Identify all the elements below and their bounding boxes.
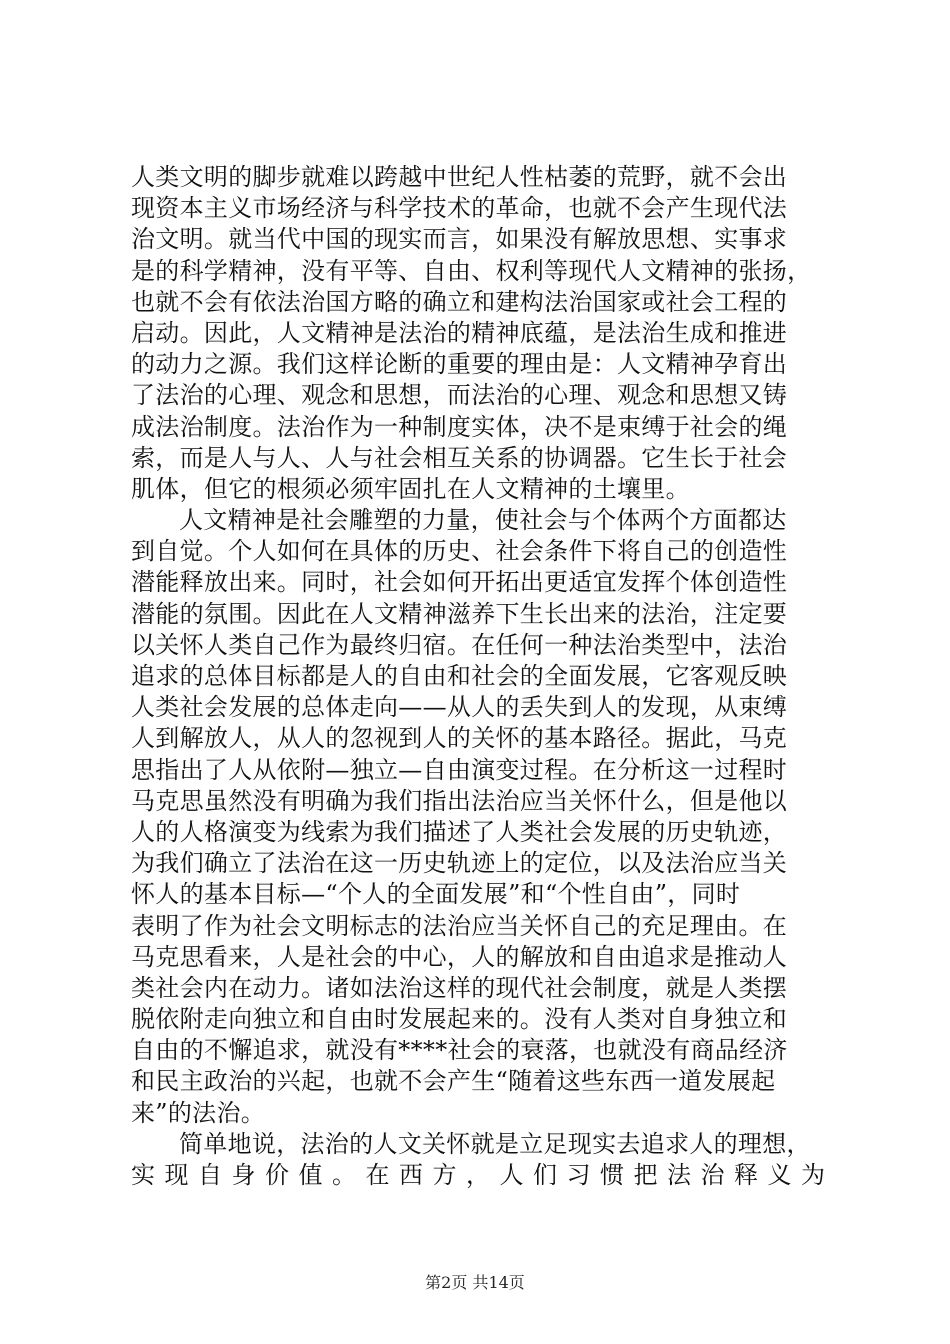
paragraph-start-line: 简单地说，法治的人文关怀就是立足现实去追求人的理想， — [179, 1129, 811, 1158]
text-line: 肌体，但它的根须必须牢固扎在人文精神的土壤里。 — [131, 474, 690, 503]
text-line: 了法治的心理、观念和思想，而法治的心理、观念和思想又铸 — [131, 381, 788, 410]
text-line: 为我们确立了法治在这一历史轨迹上的定位，以及法治应当关 — [131, 849, 788, 878]
text-line: 来”的法治。 — [131, 1098, 266, 1127]
text-line: 成法治制度。法治作为一种制度实体，决不是束缚于社会的绳 — [131, 412, 788, 441]
text-line: 实现自身价值。在西方，人们习惯把法治释义为 — [131, 1161, 835, 1189]
text-line: 人到解放人，从人的忽视到人的关怀的基本路径。据此，马克 — [131, 724, 788, 753]
text-line: 表明了作为社会文明标志的法治应当关怀自己的充足理由。在 — [131, 911, 788, 940]
text-line: 追求的总体目标都是人的自由和社会的全面发展，它客观反映 — [131, 662, 788, 690]
text-line: 人的人格演变为线索为我们描述了人类社会发展的历史轨迹， — [131, 817, 788, 846]
text-line: 治文明。就当代中国的现实而言，如果没有解放思想、实事求 — [131, 225, 788, 254]
text-line: 怀人的基本目标—“个人的全面发展”和“个性自由”，同时 — [131, 880, 741, 909]
text-line: 的动力之源。我们这样论断的重要的理由是：人文精神孕育出 — [131, 350, 788, 379]
text-line: 是的科学精神，没有平等、自由、权利等现代人文精神的张扬， — [131, 256, 812, 285]
text-line: 到自觉。个人如何在具体的历史、社会条件下将自己的创造性 — [131, 537, 788, 566]
text-line: 潜能释放出来。同时，社会如何开拓出更适宜发挥个体创造性 — [131, 568, 788, 597]
text-line: 脱依附走向独立和自由时发展起来的。没有人类对自身独立和 — [131, 1005, 788, 1034]
text-line: 和民主政治的兴起，也就不会产生“随着这些东西一道发展起 — [131, 1067, 776, 1096]
text-line: 也就不会有依法治国方略的确立和建构法治国家或社会工程的 — [131, 287, 788, 316]
text-line: 潜能的氛围。因此在人文精神滋养下生长出来的法治，注定要 — [131, 599, 788, 628]
paragraph-start-line: 人文精神是社会雕塑的力量，使社会与个体两个方面都达 — [179, 506, 787, 535]
text-line: 人类文明的脚步就难以跨越中世纪人性枯萎的荒野，就不会出 — [131, 163, 788, 191]
page-number-footer: 第2页 共14页 — [425, 1273, 525, 1292]
document-body — [131, 162, 835, 1191]
text-line: 人类社会发展的总体走向——从人的丢失到人的发现，从束缚 — [131, 693, 788, 722]
text-line: 自由的不懈追求，就没有****社会的衰落，也就没有商品经济 — [131, 1036, 788, 1065]
text-line: 马克思看来，人是社会的中心，人的解放和自由追求是推动人 — [131, 942, 788, 971]
text-line: 类社会内在动力。诸如法治这样的现代社会制度，就是人类摆 — [131, 973, 788, 1002]
text-line: 思指出了人从依附—独立—自由演变过程。在分析这一过程时 — [131, 755, 788, 784]
text-line: 以关怀人类自己作为最终归宿。在任何一种法治类型中，法治 — [131, 630, 788, 659]
text-line: 启动。因此，人文精神是法治的精神底蕴，是法治生成和推进 — [131, 318, 788, 347]
text-line: 索，而是人与人、人与社会相互关系的协调器。它生长于社会 — [131, 443, 788, 472]
text-line: 现资本主义市场经济与科学技术的革命，也就不会产生现代法 — [131, 194, 788, 223]
text-line: 马克思虽然没有明确为我们指出法治应当关怀什么，但是他以 — [131, 786, 788, 815]
